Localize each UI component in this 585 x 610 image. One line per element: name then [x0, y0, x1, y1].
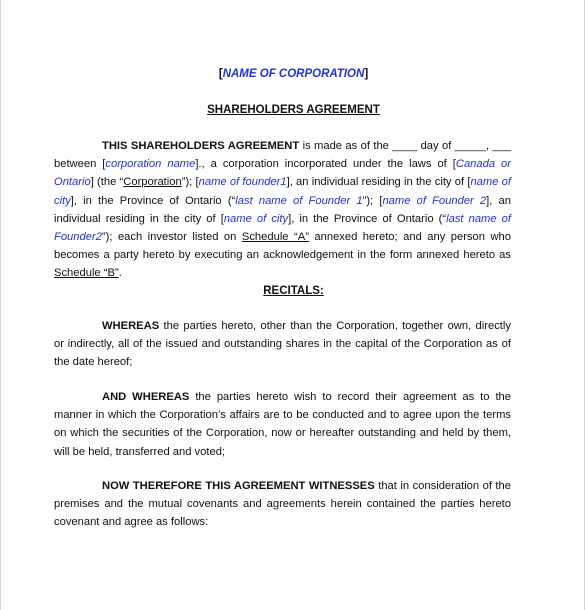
preamble-lead: THIS SHAREHOLDERS AGREEMENT [102, 140, 300, 152]
schedule-a-reference: Schedule “A” [241, 231, 309, 244]
placeholder-city-2: name of city [223, 212, 289, 225]
placeholder-founder1: name of founder1 [198, 176, 287, 189]
preamble-text: ”); [ [181, 176, 199, 189]
placeholder-founder1-last-name: last name of Founder 1 [235, 194, 363, 207]
whereas-paragraph [54, 317, 511, 372]
recitals-heading: RECITALS: [263, 285, 324, 297]
schedule-b-reference: Schedule “B” [54, 267, 119, 280]
preamble-text: ], in the Province of Ontario (“ [288, 212, 447, 225]
now-therefore-text: that in consideration of the premises and the mutual covenants and agreements herein contained the parties hereto covenant and agree as follows: [54, 480, 511, 529]
whereas-text: the parties hereto, other than the Corporation, together own, directly or indirectly, all of the issued and outstanding shares in the capital of the Corporation as of the date hereof; [54, 320, 511, 369]
now-therefore-lead: NOW THEREFORE THIS AGREEMENT WITNESSES [102, 480, 375, 492]
open-bracket: [ [218, 68, 223, 80]
preamble-text: ] (the “ [90, 176, 124, 189]
placeholder-jurisdiction: Canada or Ontario [54, 158, 511, 189]
and-whereas-paragraph [54, 388, 511, 461]
preamble-text: ], an individual residing in the city of [ [286, 176, 471, 189]
document-title: SHAREHOLDERS AGREEMENT [207, 104, 380, 116]
placeholder-founder2-last-name: last name of Founder2 [54, 212, 512, 244]
preamble-text: ”); each investor listed on [101, 231, 242, 244]
corporation-name-heading [1, 68, 585, 80]
and-whereas-text: the parties hereto wish to record their agreement as to the manner in which the Corporation’s affairs are to be conducted and to agree upon the terms on which the securities of the Corporation, now or hereafter outstanding and held by them, will be held, transferred and voted; [54, 391, 511, 458]
preamble-text: ], in the Province of Ontario (“ [70, 194, 236, 207]
placeholder-founder2: name of Founder 2 [382, 194, 487, 207]
placeholder-corporation-name: corporation name [105, 158, 196, 171]
and-whereas-lead: AND WHEREAS [102, 391, 190, 403]
preamble-text: ]., a corporation incorporated under the laws of [ [195, 158, 456, 171]
close-bracket: ] [364, 68, 369, 80]
preamble-text: ], an individual residing in the city of [ [54, 194, 511, 225]
whereas-lead: WHEREAS [102, 320, 160, 332]
now-therefore-paragraph [54, 477, 511, 532]
preamble-text: is made as of the ____ day of _____, ___ between [ [54, 140, 511, 171]
defined-term-corporation: Corporation [123, 176, 182, 189]
corporation-name-placeholder: NAME OF CORPORATION [222, 68, 365, 80]
preamble-paragraph [54, 137, 511, 283]
preamble-text: . [118, 267, 122, 280]
preamble-text: ”); [ [362, 194, 383, 207]
preamble-text: annexed hereto; and any person who becomes a party hereto by executing an acknowledgement in the form annexed hereto as [54, 231, 511, 262]
placeholder-city-1: name of city [54, 176, 511, 207]
